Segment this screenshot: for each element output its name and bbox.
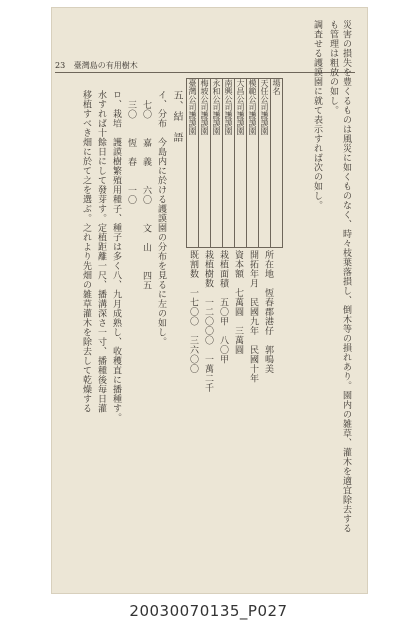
table-column-trees: 栽植樹数 一二〇〇〇 一萬二千 (203, 250, 213, 393)
table-cell: 天任公司護謨園 (259, 79, 271, 248)
image-caption: 20030070135_P027 (129, 602, 288, 620)
body-line-3: 三〇 恆 春 一〇 (126, 100, 136, 205)
table-cell: 梅坡公司護謨園 (199, 79, 211, 248)
page-header (55, 60, 138, 71)
section-title: 五、結 語 (171, 90, 182, 143)
intro-line-3: 調査せる護謨園に就て表示すれば次の如し。 (312, 20, 322, 210)
table-column-location: 所在地 恆春郡港仔 郭鳴美 (263, 250, 273, 374)
table-cell: 南興公司護謨園 (223, 79, 235, 248)
table-cell: 模範公司護謨園 (247, 79, 259, 248)
running-title: 臺灣島の有用樹木 (73, 61, 138, 70)
body-line-2: 七〇 嘉 義 六〇 文 山 四五 (141, 100, 151, 290)
body-line-5: 水すれば十餘日にして發芽す。定植距離一尺、播溝深さ一寸、播種後毎日灌 (96, 90, 106, 413)
table-column-area: 栽植面積 五〇甲 八〇甲 (218, 250, 228, 364)
table-cell: 永和公司護謨園 (211, 79, 223, 248)
table-column-capital: 資本額 七萬圓 三萬圓 (233, 250, 243, 355)
page-number: 23 (55, 61, 66, 70)
table-cell: 臺灣公司護謨園 (187, 79, 199, 248)
table-header: 場名 (271, 79, 283, 248)
body-line-4: ロ、栽培 護謨樹繁殖用種子、種子は多く八、九月成熟し、收穫直に播種す。 (111, 90, 121, 423)
plantation-table (186, 78, 283, 248)
header-rule (55, 72, 355, 73)
table-column-dates: 開拓年月 民國九年 民國十年 (248, 250, 258, 383)
table-cell: 大昌公司護謨園 (235, 79, 247, 248)
body-line-1: イ、分布 今島内に於ける護謨園の分布を見るに左の如し。 (156, 90, 166, 347)
intro-line-1: 災害の損失を豊くるものは風災に如くものなく、時々枝葉落損し、倒木等の損れあり。園内の雑草、灌木を適宜除去する (341, 20, 351, 533)
intro-line-2: も管理は粗放の如し。 (328, 20, 338, 115)
table-column-tapped: 既割数 一七〇〇 三六〇〇 (188, 250, 198, 374)
body-line-6: 移植すべき畑に於て之を選ぶ。之れより先畑の雑草灌木を除去して乾燥する (81, 90, 91, 413)
